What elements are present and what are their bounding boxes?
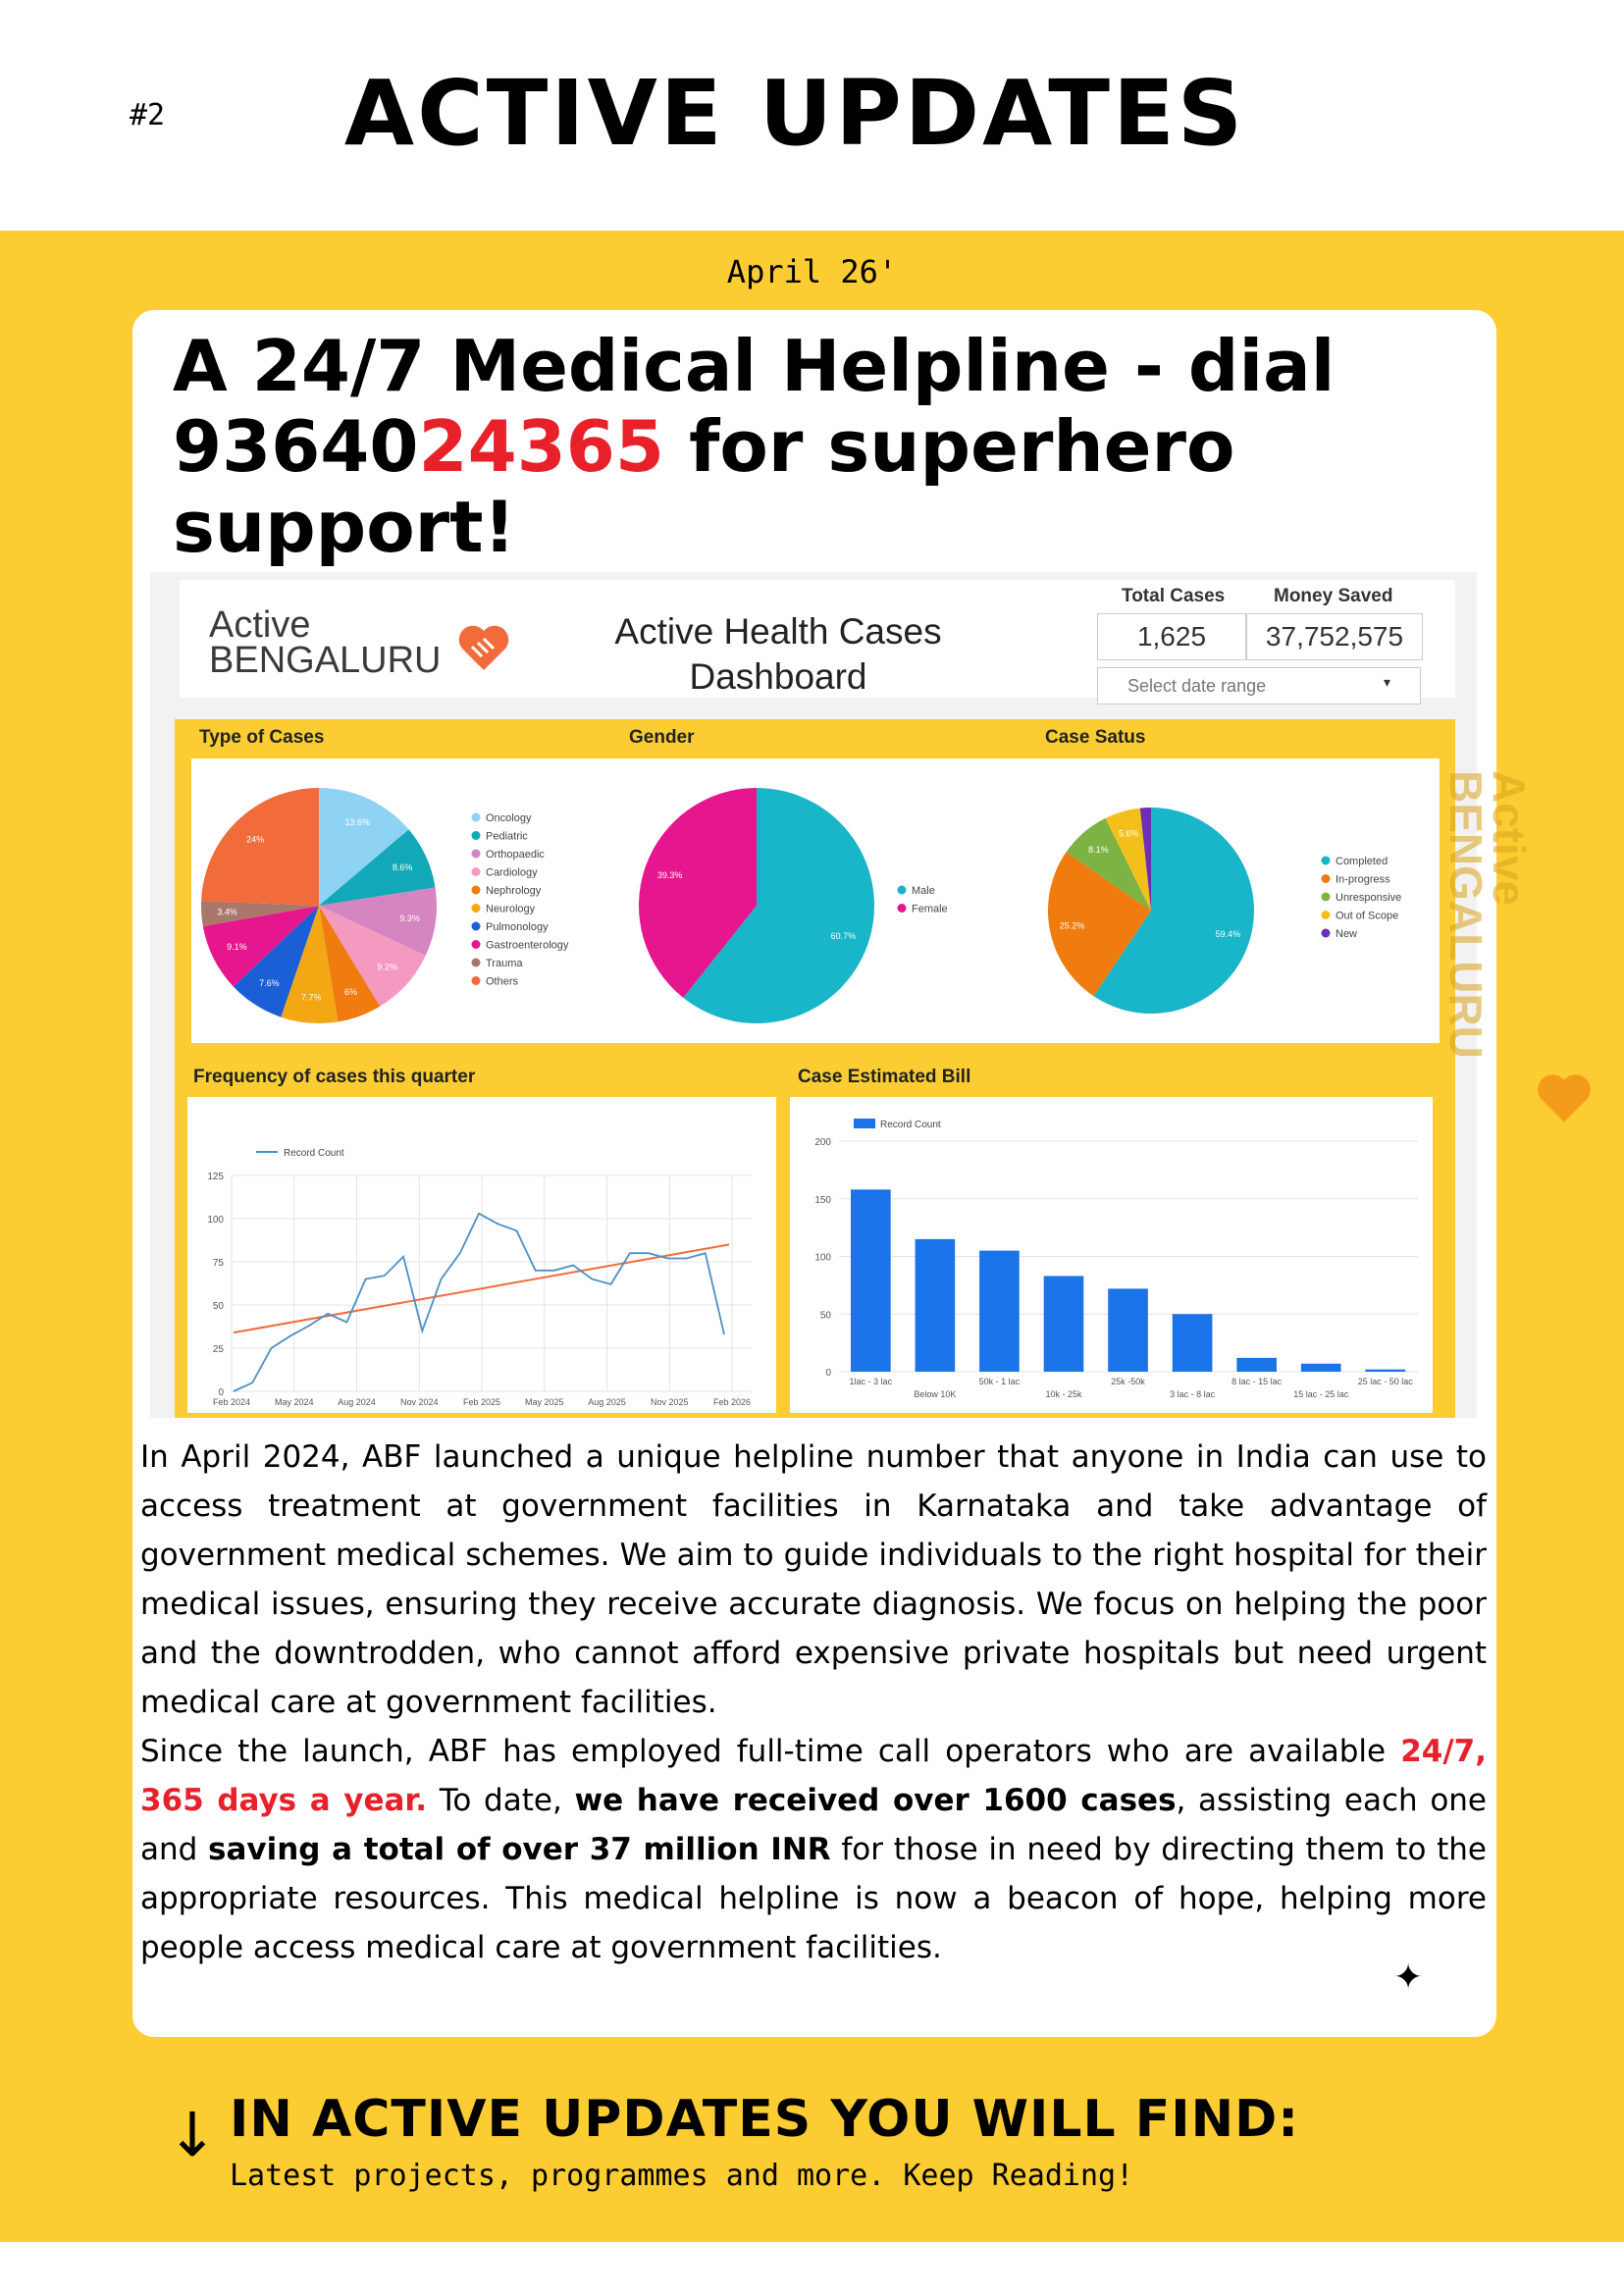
legend-dot [472, 959, 481, 967]
pie-value-label: 5.6% [1118, 828, 1139, 839]
page-title: ACTIVE UPDATES [343, 61, 1246, 166]
legend-dot [898, 886, 907, 895]
pie-value-label: 7.6% [259, 977, 280, 988]
y-tick-label: 125 [207, 1172, 224, 1182]
bar [1365, 1370, 1405, 1372]
y-tick-label: 200 [814, 1137, 831, 1148]
pie-value-label: 9.2% [377, 962, 397, 972]
x-tick-label: 25 lac - 50 lac [1357, 1377, 1413, 1386]
side-logo [1441, 770, 1535, 1059]
headline-part2: for superhero support! [173, 405, 1235, 568]
headline [173, 326, 1429, 567]
legend-label: Neurology [486, 903, 536, 915]
body-p2-c: , assisting each one and [140, 1783, 1488, 1867]
legend-label: Others [486, 975, 519, 988]
y-tick-label: 0 [218, 1387, 224, 1398]
bar [1108, 1288, 1148, 1372]
legend-label: Gastroenterology [486, 939, 569, 952]
body-p2-a: Since the launch, ABF has employed full-time call operators who are available [140, 1734, 1401, 1769]
footer-subtitle: Latest projects, programmes and more. Keep Reading! [230, 2159, 1134, 2193]
panel-title-status: Case Satus [1045, 727, 1146, 748]
legend-dot [1322, 893, 1331, 902]
legend-label: Male [912, 885, 935, 897]
legend-label: Cardiology [486, 866, 538, 879]
x-tick-label: 10k - 25k [1045, 1389, 1082, 1399]
x-tick-label: 3 lac - 8 lac [1170, 1389, 1216, 1399]
legend-dot [472, 886, 481, 895]
legend-label: Completed [1336, 856, 1388, 867]
panel-title-gender: Gender [629, 727, 695, 748]
pie-value-label: 7.7% [300, 992, 322, 1003]
pie-value-label: 25.2% [1059, 920, 1085, 931]
legend-dot [472, 976, 481, 985]
down-arrow-icon: ↓ [167, 2099, 218, 2170]
legend-dot [472, 831, 481, 840]
pie-value-label: 24% [246, 834, 265, 845]
sparkle-icon: ✦ [1393, 1957, 1424, 1998]
legend-label: Out of Scope [1336, 910, 1399, 922]
y-tick-label: 0 [825, 1368, 831, 1379]
pie-value-label: 6% [343, 986, 357, 997]
body-p2-b: To date, [427, 1783, 575, 1818]
bar [851, 1189, 891, 1372]
heart-hand-icon [1533, 1068, 1596, 1130]
legend-dot [472, 940, 481, 949]
x-tick-label: 50k - 1 lac [978, 1377, 1021, 1386]
x-tick-label: Nov 2025 [650, 1397, 689, 1407]
update-date: April 26' [726, 253, 898, 290]
pie-value-label: 8.6% [392, 862, 413, 873]
x-tick-label: Aug 2024 [338, 1397, 376, 1407]
x-tick-label: May 2024 [274, 1397, 314, 1407]
legend-dot [472, 850, 481, 859]
bar [1173, 1314, 1213, 1372]
x-tick-label: May 2025 [524, 1397, 564, 1407]
pie-value-label: 13.6% [344, 817, 371, 828]
legend-swatch [854, 1119, 875, 1128]
legend-label: Record Count [880, 1120, 941, 1130]
pie-value-label: 8.1% [1088, 845, 1109, 856]
body-p2-bold1: we have received over 1600 cases [574, 1783, 1177, 1818]
pie-value-label: 9.3% [399, 913, 420, 924]
body-p2-bold2: saving a total of over 37 million INR [208, 1832, 831, 1867]
y-tick-label: 75 [212, 1258, 224, 1269]
y-tick-label: 100 [207, 1215, 224, 1226]
legend-dot [1322, 911, 1331, 919]
body-p2-d: for those in need by directing them to the appropriate resources. This medical helpline is now a beacon of hope, helping more people access medical care at government facilities. [140, 1832, 1487, 1965]
legend-label: Nephrology [486, 885, 542, 897]
legend-label: Oncology [486, 812, 532, 824]
pie-value-label: 39.3% [656, 870, 683, 881]
dashboard-logo [209, 604, 442, 681]
x-tick-label: 8 lac - 15 lac [1231, 1377, 1283, 1386]
legend-dot [1322, 929, 1331, 938]
y-tick-label: 150 [814, 1194, 831, 1206]
legend-label: Pediatric [486, 830, 528, 843]
legend-dot [472, 813, 481, 822]
date-range-select[interactable] [1097, 667, 1421, 704]
pie-value-label: 59.4% [1215, 928, 1241, 939]
x-tick-label: 25k -50k [1111, 1377, 1145, 1386]
type-of-cases-chart [191, 758, 603, 1043]
case-status-chart [1033, 758, 1440, 1043]
y-tick-label: 50 [212, 1301, 224, 1312]
x-tick-label: Below 10K [914, 1389, 957, 1399]
legend-dot [1322, 857, 1331, 865]
bar [1044, 1276, 1084, 1372]
x-tick-label: Aug 2025 [588, 1397, 626, 1407]
x-tick-label: Feb 2025 [462, 1397, 501, 1407]
legend-label: Orthopaedic [486, 849, 545, 861]
bar [1301, 1364, 1341, 1372]
x-tick-label: 15 lac - 25 lac [1293, 1389, 1349, 1399]
series-line [234, 1214, 724, 1391]
legend-label: In-progress [1336, 873, 1390, 886]
legend-dot [898, 904, 907, 913]
frequency-chart [187, 1097, 776, 1413]
side-logo-line2: BENGALURU [1441, 770, 1492, 1059]
y-tick-label: 100 [814, 1252, 831, 1264]
bar [979, 1251, 1020, 1372]
dashboard [150, 572, 1477, 1418]
x-tick-label: 1lac - 3 lac [849, 1377, 893, 1386]
estimated-bill-chart [790, 1097, 1433, 1413]
logo-line1: Active [209, 604, 311, 646]
legend-label: Unresponsive [1336, 892, 1402, 904]
legend-label: Trauma [486, 958, 523, 969]
money-saved-value: 37,752,575 [1246, 613, 1423, 660]
money-saved-label: Money Saved [1274, 586, 1393, 606]
x-tick-label: Feb 2026 [712, 1397, 752, 1407]
pie-slice [201, 788, 319, 906]
total-cases-label: Total Cases [1122, 586, 1226, 606]
total-cases-value: 1,625 [1097, 613, 1246, 660]
side-logo-line1: Active [1484, 770, 1535, 907]
dropdown-arrow-icon: ▾ [1383, 674, 1390, 690]
bar [916, 1239, 956, 1372]
x-tick-label: Nov 2024 [399, 1397, 439, 1407]
body-p2-red: 24/7, 365 days a year. [140, 1734, 1487, 1818]
body-paragraph-2 [140, 1727, 1487, 1972]
legend-label: Female [912, 903, 948, 915]
heart-hand-icon [454, 619, 513, 678]
pie-value-label: 9.1% [227, 942, 247, 953]
pie-value-label: 60.7% [830, 930, 857, 941]
legend-dot [472, 867, 481, 876]
dashboard-title: Active Health Cases Dashboard [614, 611, 942, 697]
headline-highlight: 24365 [418, 405, 664, 488]
bar [1236, 1358, 1277, 1372]
legend-label: Pulmonology [486, 921, 549, 933]
page-number: #2 [130, 98, 166, 132]
logo-line2: BENGALURU [209, 640, 442, 681]
legend-label: New [1336, 928, 1358, 940]
legend-dot [1322, 874, 1331, 883]
headline-part1: A 24/7 Medical Helpline - dial 93640 [173, 325, 1336, 488]
pie-value-label: 3.4% [217, 907, 237, 917]
body-paragraph-1: In April 2024, ABF launched a unique helpline number that anyone in India can use to access treatment at government facilities in Karnataka and take advantage of government medical schemes. We aim to guide individuals to the right hospital for their medical issues, ensuring they receive accurate diagnosis. We focus on helping the poor and the downtrodden, who cannot afford expensive private hospitals but need urgent medical care at government facilities. [140, 1439, 1487, 1720]
gender-chart [611, 758, 1023, 1043]
date-range-placeholder: Select date range [1127, 676, 1267, 696]
footer-title: IN ACTIVE UPDATES YOU WILL FIND: [230, 2090, 1300, 2149]
y-tick-label: 50 [819, 1310, 831, 1322]
panel-title-bill: Case Estimated Bill [798, 1067, 971, 1087]
y-tick-label: 25 [212, 1344, 224, 1355]
panel-title-frequency: Frequency of cases this quarter [193, 1067, 476, 1087]
panel-title-type: Type of Cases [199, 727, 325, 748]
legend-label: Record Count [284, 1148, 344, 1159]
body-text [140, 1433, 1487, 1972]
legend-dot [472, 922, 481, 931]
x-tick-label: Feb 2024 [212, 1397, 251, 1407]
legend-dot [472, 904, 481, 913]
